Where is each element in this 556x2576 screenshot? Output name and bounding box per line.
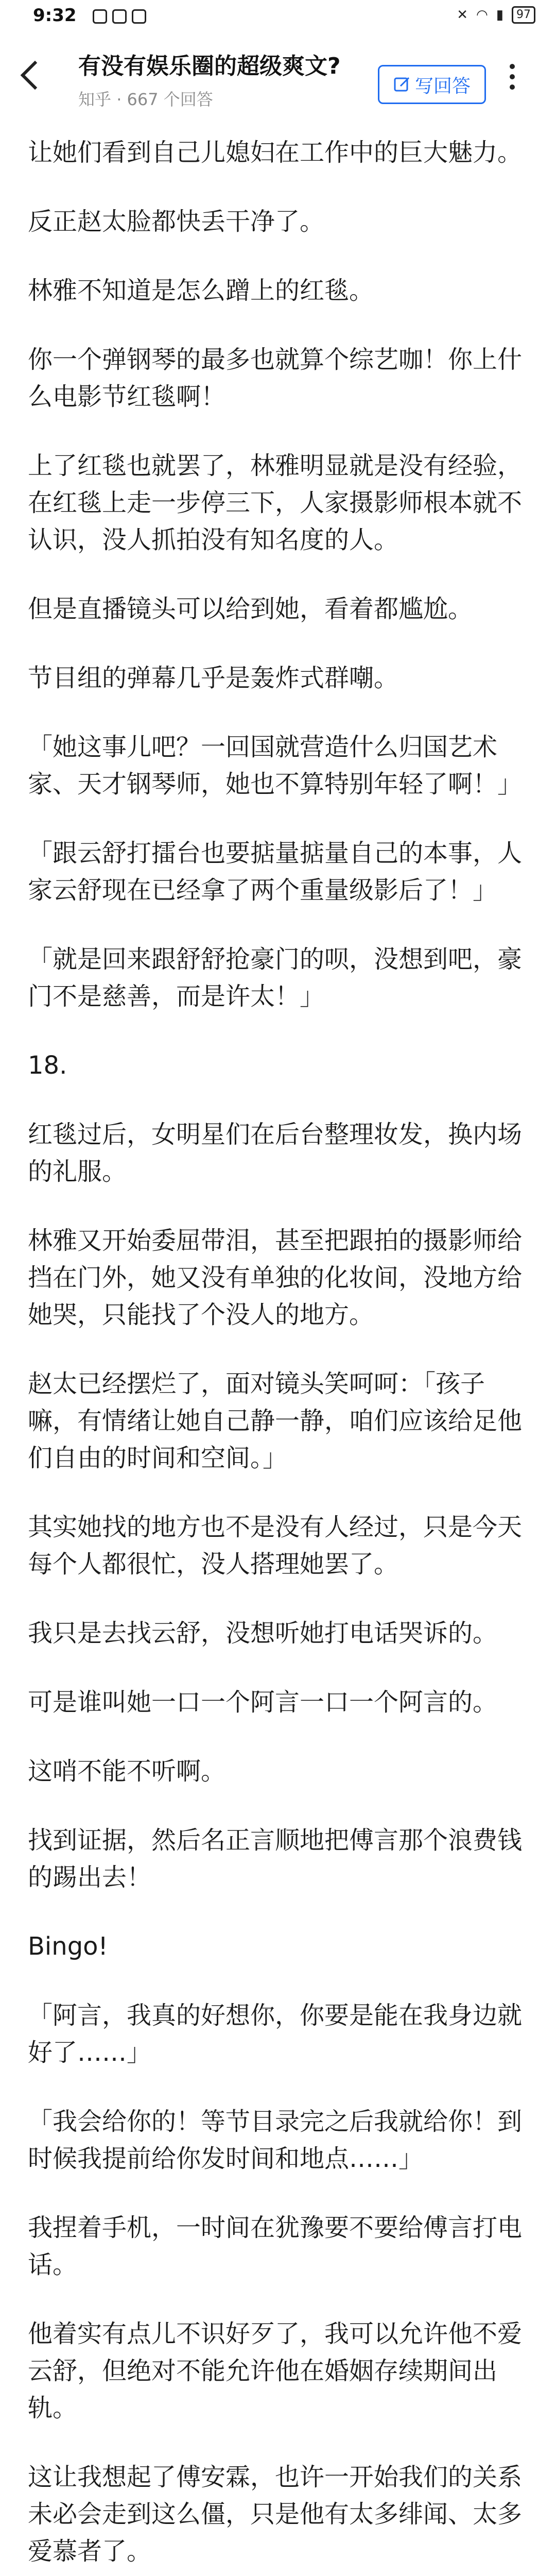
question-header [0,33,556,134]
article-paragraph: 「她这事儿吧？一回国就营造什么归国艺术家、天才钢琴师，她也不算特别年轻了啊！」 [28,733,523,799]
wifi-icon: ◠ [476,7,488,23]
article-paragraph: 他着实有点儿不识好歹了，我可以允许他不爱云舒，但绝对不能允许他在婚姻存续期间出轨。 [28,2319,523,2422]
article-paragraph: 我捏着手机，一时间在犹豫要不要给傅言打电话。 [28,2213,523,2279]
question-title[interactable]: 有没有娱乐圈的超级爽文? [78,53,341,79]
write-answer-label: 写回答 [414,75,471,97]
edit-icon [393,76,411,93]
notification-icons [93,9,146,24]
notification-icon [93,9,107,24]
article-paragraph: 「我会给你的！等节目录完之后我就给你！到时候我提前给你发时间和地点……」 [28,2107,523,2173]
article-paragraph: 反正赵太脸都快丢干净了。 [28,207,325,236]
article-paragraph: 赵太已经摆烂了，面对镜头笑呵呵：「孩子嘛，有情绪让她自己静一静，咱们应该给足他们自由的时间和空间。」 [28,1369,523,1472]
signal-icon: ▮ [496,7,503,23]
write-answer-button[interactable] [378,65,486,104]
mute-icon: ✕ [457,7,468,23]
article-paragraph: 这哨不能不听啊。 [28,1757,226,1786]
article-paragraph: 你一个弹钢琴的最多也就算个综艺咖！你上什么电影节红毯啊！ [28,345,523,411]
meta-separator: · [116,90,127,109]
answer-content [28,134,532,2576]
article-paragraph: 上了红毯也就罢了，林雅明显就是没有经验，在红毯上走一步停三下，人家摄影师根本就不认识，没人抓拍没有知名度的人。 [28,451,523,554]
article-paragraph: 但是直播镜头可以给到她，看着都尴尬。 [28,595,473,623]
notification-icon [112,9,127,24]
question-meta [78,87,213,110]
source-label: 知乎 [78,90,112,109]
notification-icon [132,9,146,24]
more-options-icon[interactable] [510,64,515,90]
article-paragraph: 红毯过后，女明星们在后台整理妆发，换内场的礼服。 [28,1120,523,1186]
status-bar [0,0,556,33]
answers-count: 667 个回答 [127,90,213,109]
article-paragraph: 林雅又开始委屈带泪，甚至把跟拍的摄影师给挡在门外，她又没有单独的化妆间，没地方给她哭，只能找了个没人的地方。 [28,1226,523,1329]
article-paragraph: 「阿言，我真的好想你，你要是能在我身边就好了……」 [28,2001,523,2067]
article-paragraph: 18. [28,1051,67,1080]
article-paragraph: 可是谁叫她一口一个阿言一口一个阿言的。 [28,1688,498,1717]
article-paragraph: Bingo! [28,1932,108,1961]
back-arrow-icon[interactable] [21,61,50,90]
article-paragraph: 「就是回来跟舒舒抢豪门的呗，没想到吧，豪门不是慈善，而是许太！」 [28,945,523,1011]
article-paragraph: 林雅不知道是怎么蹭上的红毯。 [28,276,374,305]
article-paragraph: 我只是去找云舒，没想听她打电话哭诉的。 [28,1619,498,1648]
status-time: 9:32 [33,5,77,26]
system-icons [457,6,535,24]
article-paragraph: 找到证据，然后名正言顺地把傅言那个浪费钱的踢出去！ [28,1826,523,1892]
battery-level: 97 [516,8,531,21]
article-paragraph: 节目组的弹幕几乎是轰炸式群嘲。 [28,664,399,692]
battery-icon [512,6,535,24]
article-paragraph: 「跟云舒打擂台也要掂量掂量自己的本事，人家云舒现在已经拿了两个重量级影后了！」 [28,839,523,905]
article-paragraph: 其实她找的地方也不是没有人经过，只是今天每个人都很忙，没人搭理她罢了。 [28,1513,523,1579]
article-paragraph: 这让我想起了傅安霖，也许一开始我们的关系未必会走到这么僵，只是他有太多绯闻、太多爱慕者了。 [28,2463,523,2566]
article-paragraph: 让她们看到自己儿媳妇在工作中的巨大魅力。 [28,138,523,167]
